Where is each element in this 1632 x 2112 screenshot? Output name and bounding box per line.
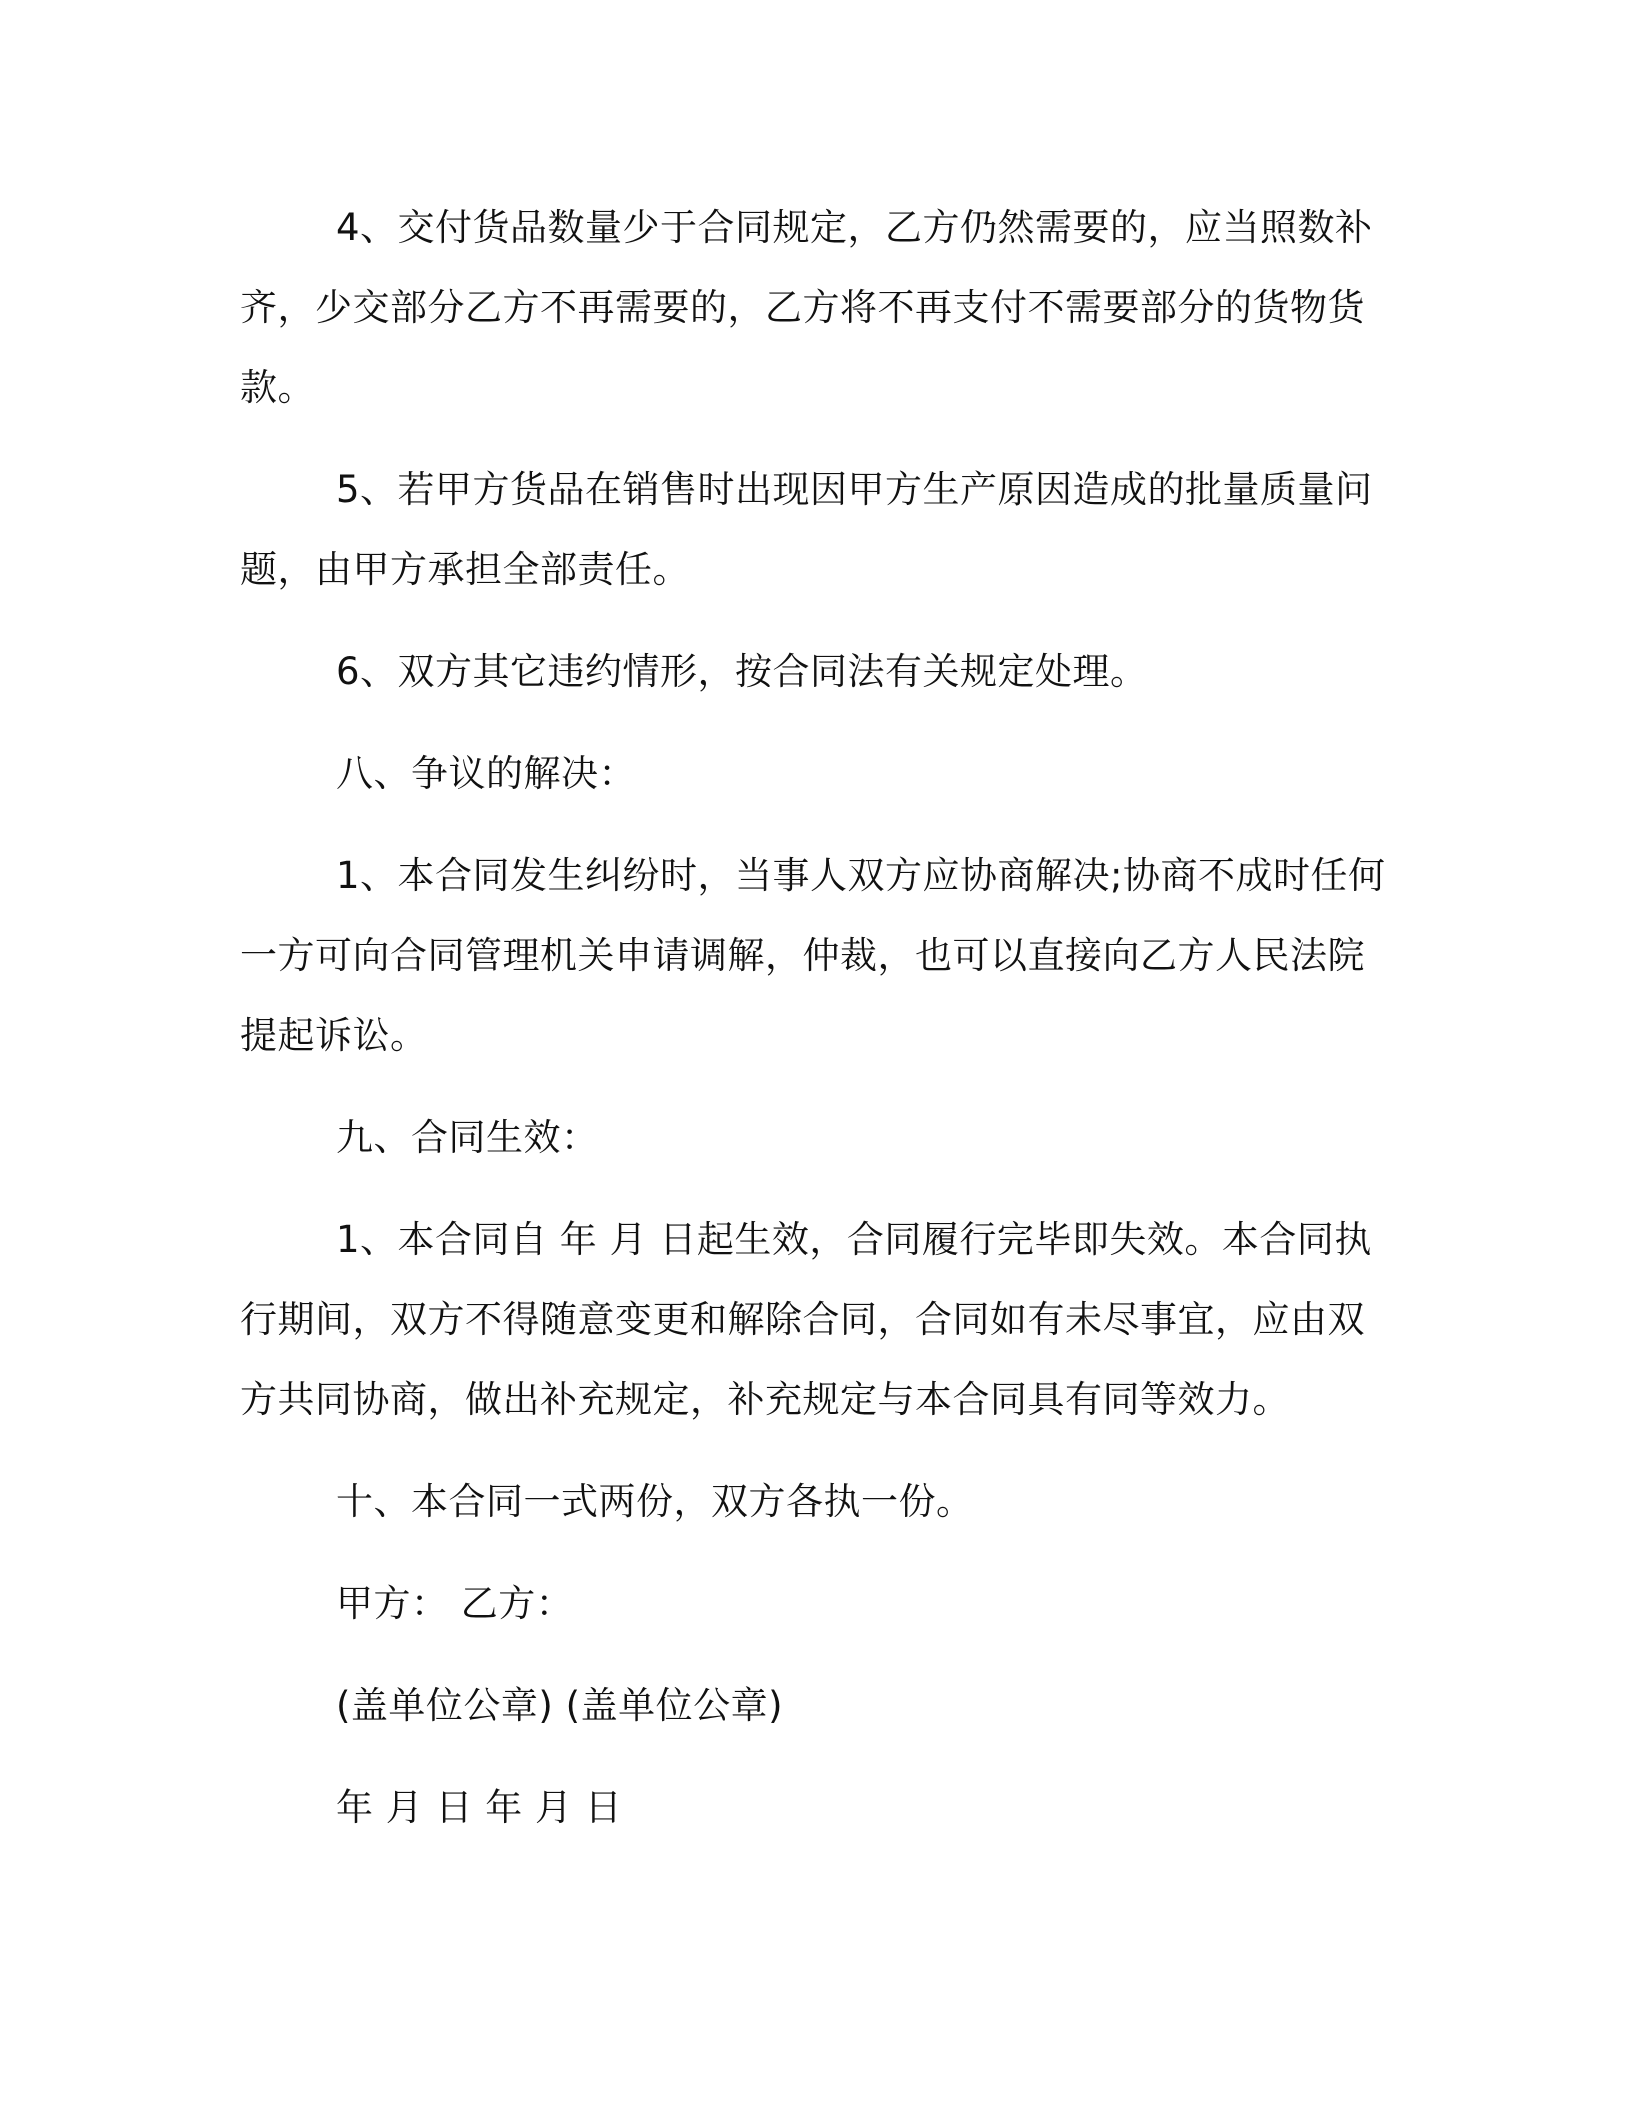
section-9-clause-1: 1、本合同自 年 月 日起生效，合同履行完毕即失效。本合同执行期间，双方不得随意变更和解除合同，合同如有未尽事宜，应由双方共同协商，做出补充规定，补充规定与本合同具有同等效力。 bbox=[240, 1218, 1372, 1421]
section-8-clause-1: 1、本合同发生纠纷时，当事人双方应协商解决;协商不成时任何一方可向合同管理机关申请调解，仲裁，也可以直接向乙方人民法院提起诉讼。 bbox=[240, 854, 1386, 1057]
document-body bbox=[240, 188, 1390, 1848]
clause-5-quality: 5、若甲方货品在销售时出现因甲方生产原因造成的批量质量问题，由甲方承担全部责任。 bbox=[240, 468, 1373, 591]
clause-6-other-breach: 6、双方其它违约情形，按合同法有关规定处理。 bbox=[336, 650, 1148, 693]
signature-seals: (盖单位公章) (盖单位公章) bbox=[336, 1684, 784, 1727]
section-8-heading: 八、争议的解决： bbox=[336, 752, 636, 795]
signature-dates: 年 月 日 年 月 日 bbox=[336, 1786, 623, 1829]
section-10-copies: 十、本合同一式两份，双方各执一份。 bbox=[336, 1480, 974, 1523]
clause-4-shortage: 4、交付货品数量少于合同规定，乙方仍然需要的，应当照数补齐，少交部分乙方不再需要的，乙方将不再支付不需要部分的货物货款。 bbox=[240, 206, 1373, 409]
signature-parties: 甲方： 乙方： bbox=[336, 1582, 574, 1625]
section-9-heading: 九、合同生效： bbox=[336, 1116, 599, 1159]
